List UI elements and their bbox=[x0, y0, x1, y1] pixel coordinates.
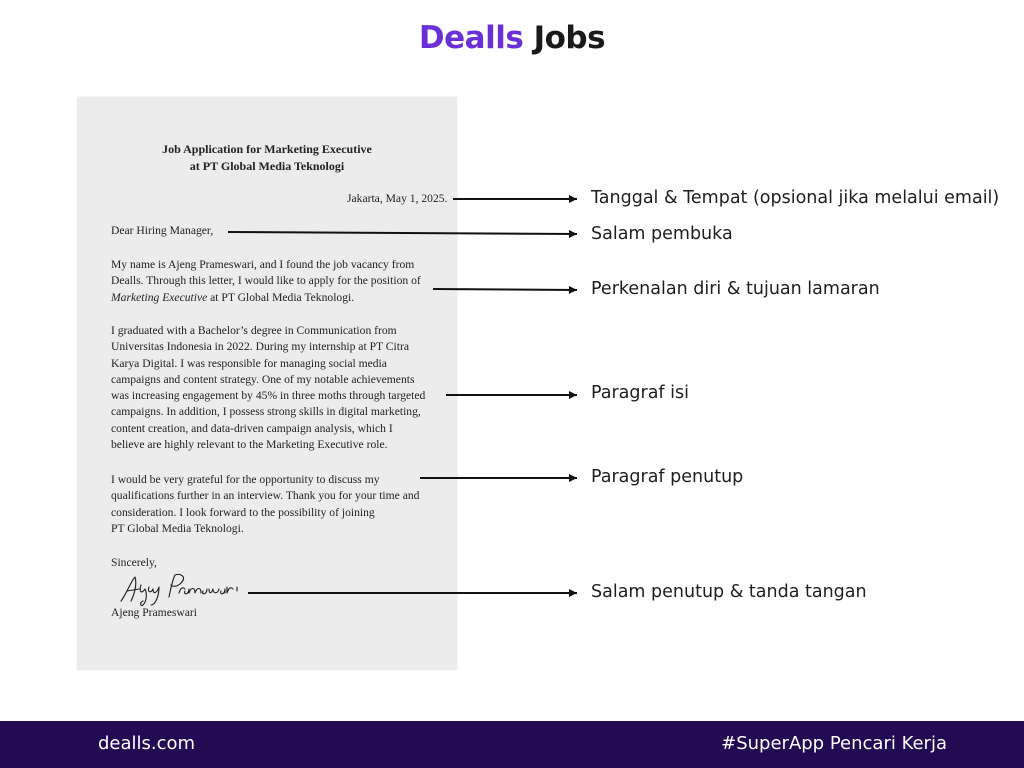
letter-line: I would be very grateful for the opportunity to discuss my bbox=[111, 473, 380, 486]
letter-line: PT Global Media Teknologi. bbox=[111, 521, 244, 535]
letter-line: campaigns. In addition, I possess strong skills in digital marketing, bbox=[111, 405, 421, 419]
label-introduction: Perkenalan diri & tujuan lamaran bbox=[591, 279, 880, 299]
letter-line: Dealls. Through this letter, I would like to apply for the position of bbox=[111, 274, 421, 288]
letter-line: Universitas Indonesia in 2022. During my internship at PT Citra bbox=[111, 340, 409, 354]
letter-date: Jakarta, May 1, 2025. bbox=[347, 192, 448, 205]
letter-line: My name is Ajeng Prameswari, and I found the job vacancy from bbox=[111, 258, 415, 271]
letter-line: I graduated with a Bachelor’s degree in Communication from bbox=[111, 324, 397, 337]
footer-tagline: #SuperApp Pencari Kerja bbox=[721, 733, 947, 754]
label-body-paragraph: Paragraf isi bbox=[591, 383, 690, 403]
letter-line: content creation, and data-driven campaign analysis, which I bbox=[111, 421, 393, 435]
letter-line: was increasing engagement by 45% in three moths through targeted bbox=[111, 389, 426, 403]
label-opening-greeting: Salam pembuka bbox=[591, 224, 733, 244]
label-signoff-signature: Salam penutup & tanda tangan bbox=[591, 582, 867, 602]
brand-part-jobs: Jobs bbox=[533, 20, 606, 56]
letter-signoff: Sincerely, bbox=[111, 556, 157, 569]
letter-title-line: Job Application for Marketing Executive bbox=[162, 142, 372, 156]
brand-part-dealls: Dealls bbox=[418, 20, 524, 56]
letter-line: believe are highly relevant to the Marketing Executive role. bbox=[111, 438, 388, 452]
signer-name: Ajeng Prameswari bbox=[111, 606, 197, 619]
label-closing-paragraph: Paragraf penutup bbox=[591, 467, 744, 487]
letter-title-line: at PT Global Media Teknologi bbox=[189, 159, 345, 173]
arrow-intro bbox=[433, 289, 577, 290]
footer-bar bbox=[0, 721, 1024, 768]
letter-line: qualifications further in an interview. Thank you for your time and bbox=[111, 489, 420, 503]
position-name: Marketing Executive bbox=[111, 290, 208, 304]
letter-line: consideration. I look forward to the possibility of joining bbox=[111, 505, 375, 519]
letter-line-rest: at PT Global Media Teknologi. bbox=[207, 290, 355, 304]
label-date-place: Tanggal & Tempat (opsional jika melalui email) bbox=[591, 188, 1000, 208]
footer-website: dealls.com bbox=[98, 733, 196, 754]
letter-greeting: Dear Hiring Manager, bbox=[111, 224, 214, 237]
letter-line: campaigns and content strategy. One of my notable achievements bbox=[111, 372, 415, 386]
arrow-greeting bbox=[228, 232, 577, 234]
letter-line: Karya Digital. I was responsible for managing social media bbox=[111, 356, 387, 370]
